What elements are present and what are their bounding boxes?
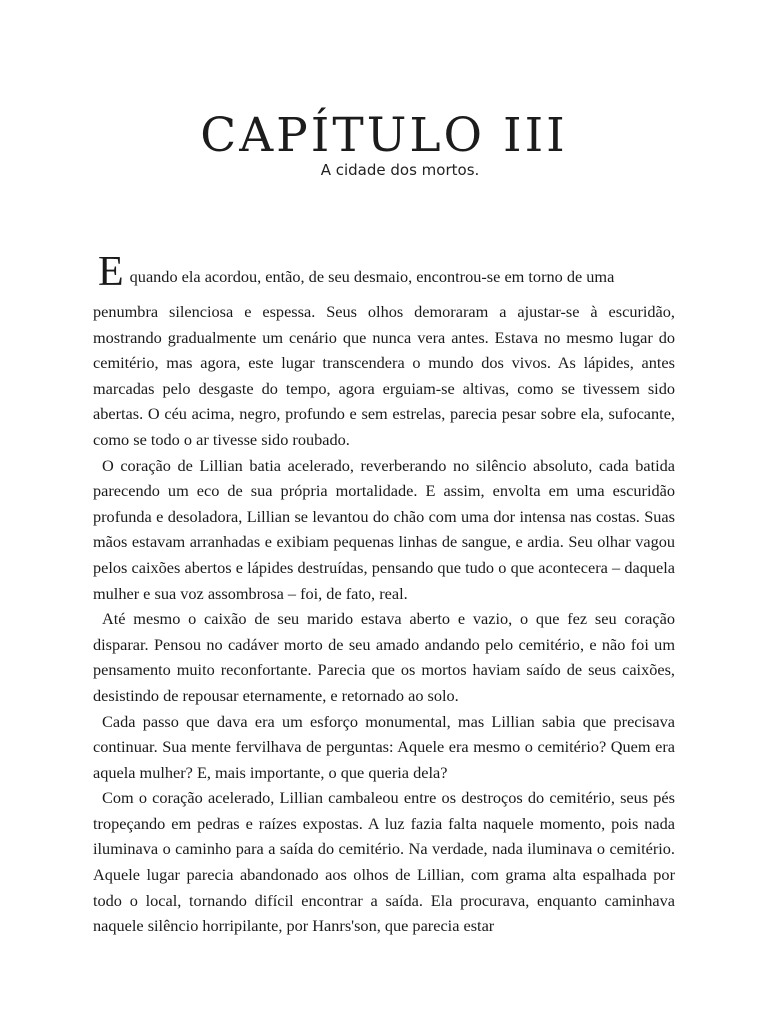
chapter-body: [93, 248, 675, 939]
paragraph-1-rest: penumbra silenciosa e espessa. Seus olhos demoraram a ajustar-se à escuridão, mostrando gradualmente um cenário que nunca vera antes. Estava no mesmo lugar do cemitério, mas agora, este lugar transcendera o mundo dos vivos. As lápides, antes marcadas pelo desgaste do tempo, agora erguiam-se altivas, como se tivessem sido abertas. O céu acima, negro, profundo e sem estrelas, parecia pesar sobre ela, sufocante, como se todo o ar tivesse sido roubado.: [93, 302, 675, 449]
paragraph-3: Até mesmo o caixão de seu marido estava aberto e vazio, o que fez seu coração disparar. Pensou no cadáver morto de seu amado andando pelo cemitério, e não foi um pensamento muito reconfortante. Parecia que os mortos haviam saído de seus caixões, desistindo de repousar eternamente, e retornado ao solo.: [93, 609, 675, 705]
paragraph-4: Cada passo que dava era um esforço monumental, mas Lillian sabia que precisava continuar. Sua mente fervilhava de perguntas: Aquele era mesmo o cemitério? Quem era aquela mulher? E, mais importante, o que queria dela?: [93, 711, 675, 782]
first-line: quando ela acordou, então, de seu desmaio, encontrou-se em torno de uma: [129, 267, 615, 286]
drop-cap: E: [98, 249, 124, 295]
chapter-title: CAPÍTULO III: [200, 108, 568, 163]
paragraph-5: Com o coração acelerado, Lillian cambaleou entre os destroços do cemitério, seus pés tropeçando em pedras e raízes expostas. A luz fazia falta naquele momento, pois nada iluminava o caminho para a saída do cemitério. Na verdade, nada iluminava o cemitério. Aquele lugar parecia abandonado aos olhos de Lillian, com grama alta espalhada por todo o local, tornando difícil encontrar a saída. Ela procurava, enquanto caminhava naquele silêncio horripilante, por Hanrs'son, que parecia estar: [93, 788, 675, 936]
paragraph-1: [93, 248, 675, 453]
chapter-subtitle: A cidade dos mortos.: [320, 161, 480, 179]
first-line-gap: [93, 290, 675, 299]
paragraph-2: O coração de Lillian batia acelerado, reverberando no silêncio absoluto, cada batida parecendo um eco de sua própria mortalidade. E assim, envolta em uma escuridão profunda e desoladora, Lillian se levantou do chão com uma dor intensa nas costas. Suas mãos estavam arranhadas e exibiam pequenas linhas de sangue, e ardia. Seu olhar vagou pelos caixões abertos e lápides destruídas, pensando que tudo o que acontecera – daquela mulher e sua voz assombrosa – foi, de fato, real.: [93, 455, 675, 603]
